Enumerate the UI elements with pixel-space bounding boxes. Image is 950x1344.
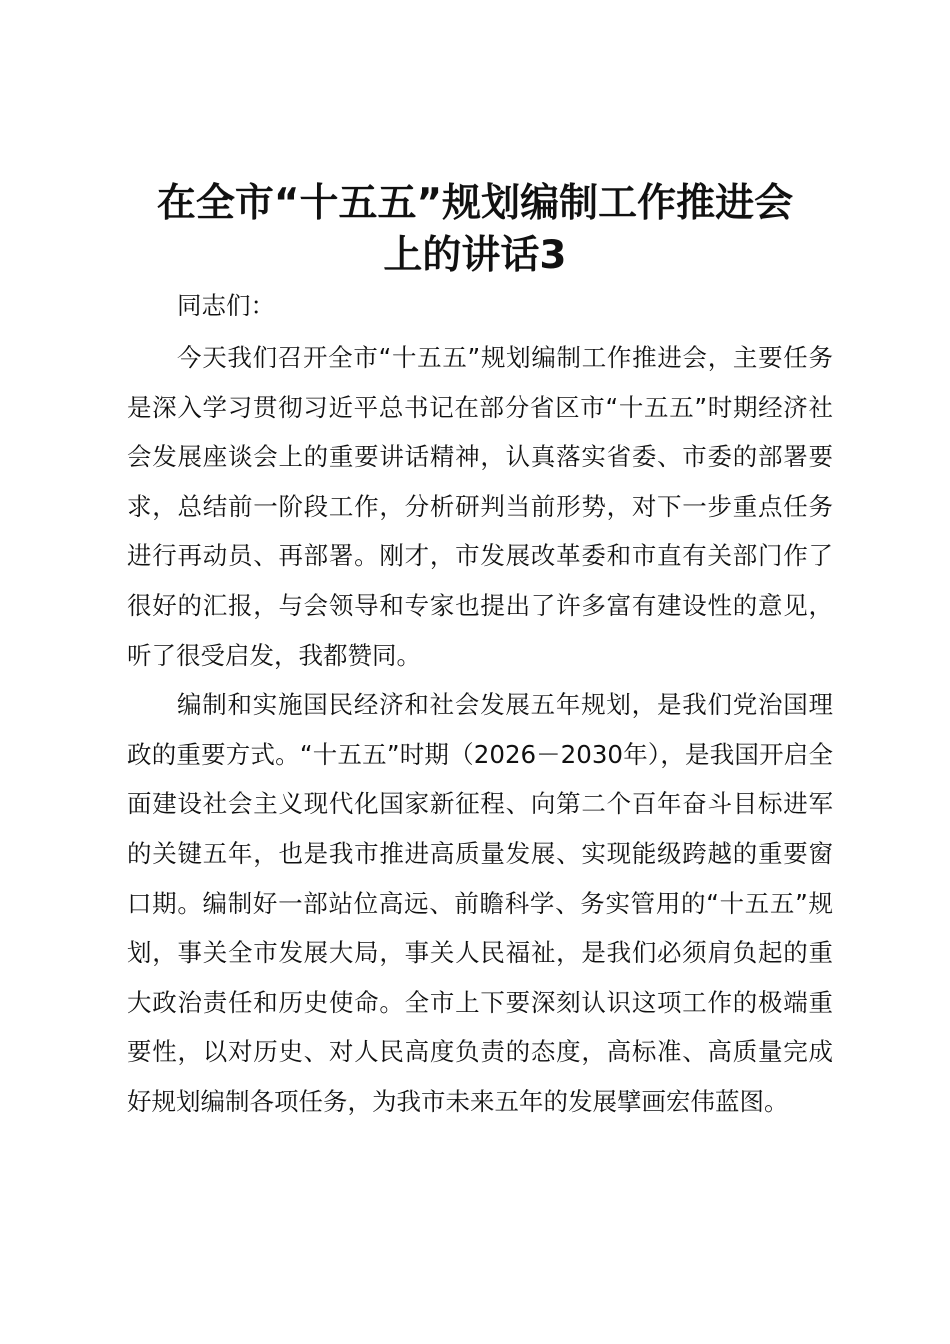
title-line-1: 在全市“十五五”规划编制工作推进会 bbox=[156, 181, 794, 226]
paragraph-2: 编制和实施国民经济和社会发展五年规划，是我们党治国理政的重要方式。“十五五”时期（2026－2030年），是我国开启全面建设社会主义现代化国家新征程、向第二个百年奋斗目标进军的关键五年，也是我市推进高质量发展、实现能级跨越的重要窗口期。编制好一部站位高远、前瞻科学、务实管用的“十五五”规划，事关全市发展大局，事关人民福祉，是我们必须肩负起的重大政治责任和历史使命。全市上下要深刻认识这项工作的极端重要性，以对历史、对人民高度负责的态度，高标准、高质量完成好规划编制各项任务，为我市未来五年的发展擘画宏伟蓝图。 bbox=[127, 690, 833, 1116]
document-title bbox=[110, 178, 840, 282]
salutation: 同志们： bbox=[177, 291, 275, 320]
title-line-2: 上的讲话3 bbox=[383, 233, 567, 278]
document-body bbox=[127, 284, 833, 1127]
paragraph-1: 今天我们召开全市“十五五”规划编制工作推进会，主要任务是深入学习贯彻习近平总书记在部分省区市“十五五”时期经济社会发展座谈会上的重要讲话精神，认真落实省委、市委的部署要求，总结前一阶段工作，分析研判当前形势，对下一步重点任务进行再动员、再部署。刚才，市发展改革委和市直有关部门作了很好的汇报，与会领导和专家也提出了许多富有建设性的意见，听了很受启发，我都赞同。 bbox=[127, 343, 833, 670]
